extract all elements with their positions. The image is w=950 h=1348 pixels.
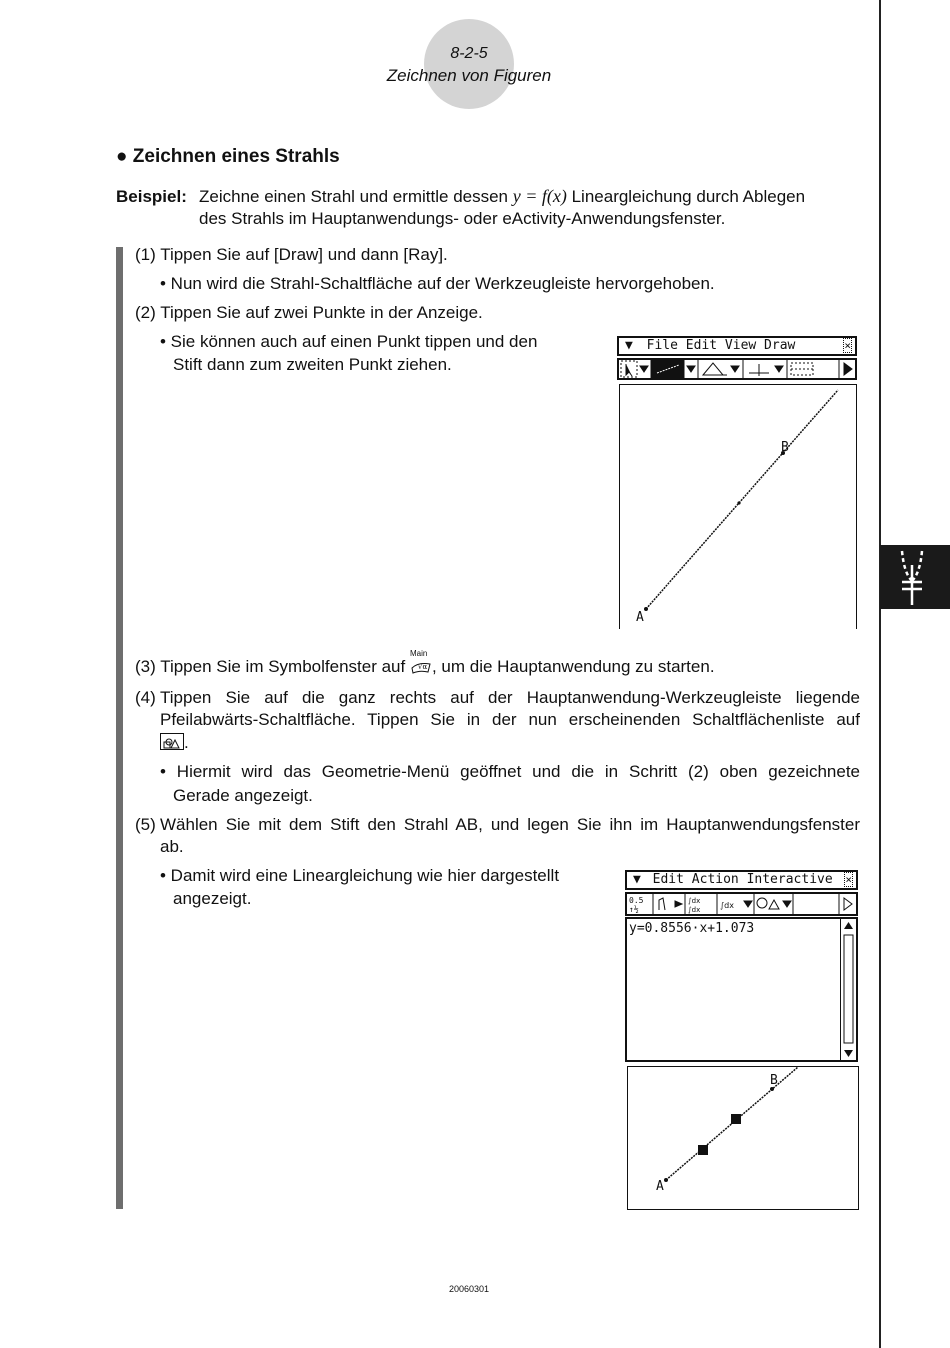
screen2-point-a: A — [656, 1179, 664, 1194]
step-4-note-line1: • Hiermit wird das Geometrie-Menü geöffnet und die in Schritt (2) oben gezeichnete — [160, 762, 860, 781]
header-circle — [424, 19, 514, 109]
step-5-note-line1: • Damit wird eine Lineargleichung wie hier dargestellt — [160, 866, 560, 885]
close-icon: × — [844, 339, 851, 352]
example-line1 — [199, 185, 805, 208]
step-5-number: (5) — [135, 815, 156, 834]
section-title-text: Zeichnen eines Strahls — [132, 146, 340, 167]
screen2-menubar — [625, 870, 858, 890]
menu-dropdown-icon: ▼ — [625, 338, 633, 353]
step-3-text-after: , um die Hauptanwendung zu starten. — [431, 657, 715, 676]
geometry-menu-icon — [160, 733, 184, 750]
step-1-note: • Nun wird die Strahl-Schaltfläche auf der Werkzeugleiste hervorgehoben. — [160, 274, 715, 293]
screen1-toolbar-icons — [619, 360, 855, 378]
step-4-line1: Tippen Sie auf die ganz rechts auf der Hauptanwendung-Werkzeugleiste liegende — [160, 688, 860, 707]
screen1-point-a: A — [636, 610, 644, 625]
page-number: 8-2-5 — [450, 45, 488, 62]
example-text-before: Zeichne einen Strahl und ermittle dessen — [199, 187, 513, 206]
menu-dropdown-icon: ▼ — [633, 872, 641, 887]
step-2-note-line2: Stift dann zum zweiten Punkt ziehen. — [173, 355, 452, 374]
screen2-geometry-window — [627, 1066, 859, 1210]
step-5-line1: Wählen Sie mit dem Stift den Strahl AB, und legen Sie ihn im Hauptanwendungsfenster — [160, 815, 860, 834]
example-line2: des Strahls im Hauptanwendungs- oder eActivity-Anwendungsfenster. — [199, 209, 726, 228]
step-1: (1) Tippen Sie auf [Draw] und dann [Ray]. — [135, 245, 448, 264]
step-5-line2: ab. — [160, 837, 184, 856]
close-icon: × — [845, 873, 852, 886]
example-text-after: Lineargleichung durch Ablegen — [566, 187, 806, 206]
step-3 — [135, 649, 715, 678]
example-formula: y = f(x) — [512, 186, 567, 206]
step-4-line2: Pfeilabwärts-Schaltfläche. Tippen Sie in der nun erscheinenden Schaltflächenliste auf — [160, 710, 860, 729]
screen1-ray-drawing — [620, 385, 856, 629]
vertical-scrollbar[interactable] — [840, 919, 856, 1060]
screen1-canvas — [619, 384, 857, 629]
screen2-point-b: B — [770, 1073, 778, 1088]
section-title — [116, 146, 340, 168]
right-margin-rule — [879, 0, 881, 1348]
step-2: (2) Tippen Sie auf zwei Punkte in der Anzeige. — [135, 303, 483, 322]
svg-text:0.5: 0.5 — [629, 896, 644, 905]
chapter-tab — [880, 545, 950, 609]
screen2-menu-items: Edit Action Interactive — [652, 872, 833, 887]
svg-text:↑½: ↑½ — [629, 905, 639, 914]
screen1-point-b: B — [781, 440, 789, 455]
step-4-note-line2: Gerade angezeigt. — [173, 786, 313, 805]
screen1-toolbar — [617, 358, 857, 380]
svg-text:∫dx: ∫dx — [688, 897, 701, 905]
step-2-note-line1: • Sie können auch auf einen Punkt tippen und den — [160, 332, 538, 351]
section-bullet: ● — [116, 146, 128, 167]
step-4-end: . — [184, 733, 189, 752]
svg-text:√α: √α — [417, 663, 428, 671]
footer-code: 20060301 — [448, 1284, 490, 1294]
linear-equation-result: y=0.8556·x+1.073 — [629, 921, 755, 936]
svg-text:∫dx: ∫dx — [720, 901, 734, 910]
procedure-bar — [116, 247, 123, 1209]
step-4-line3 — [160, 731, 189, 754]
step-4-number: (4) — [135, 688, 156, 707]
step-5-note-line2: angezeigt. — [173, 889, 252, 908]
screen2-main-work-area — [625, 917, 858, 1062]
main-app-icon-label: Main — [409, 649, 428, 658]
scroll-up-icon — [844, 922, 853, 929]
geometry-chapter-icon — [880, 545, 950, 609]
screen1-menu-items: File Edit View Draw — [646, 338, 796, 353]
screen2-toolbar-icons — [627, 894, 856, 914]
main-app-icon — [409, 649, 432, 676]
step-3-text-before: (3) Tippen Sie im Symbolfenster auf — [135, 657, 410, 676]
screen1-menubar — [617, 336, 857, 356]
example-label: Beispiel: — [116, 187, 187, 206]
chapter-title: Zeichnen von Figuren — [386, 66, 552, 85]
scroll-down-icon — [844, 1050, 853, 1057]
screen2-toolbar — [625, 892, 858, 916]
svg-text:∫dx: ∫dx — [688, 906, 701, 914]
